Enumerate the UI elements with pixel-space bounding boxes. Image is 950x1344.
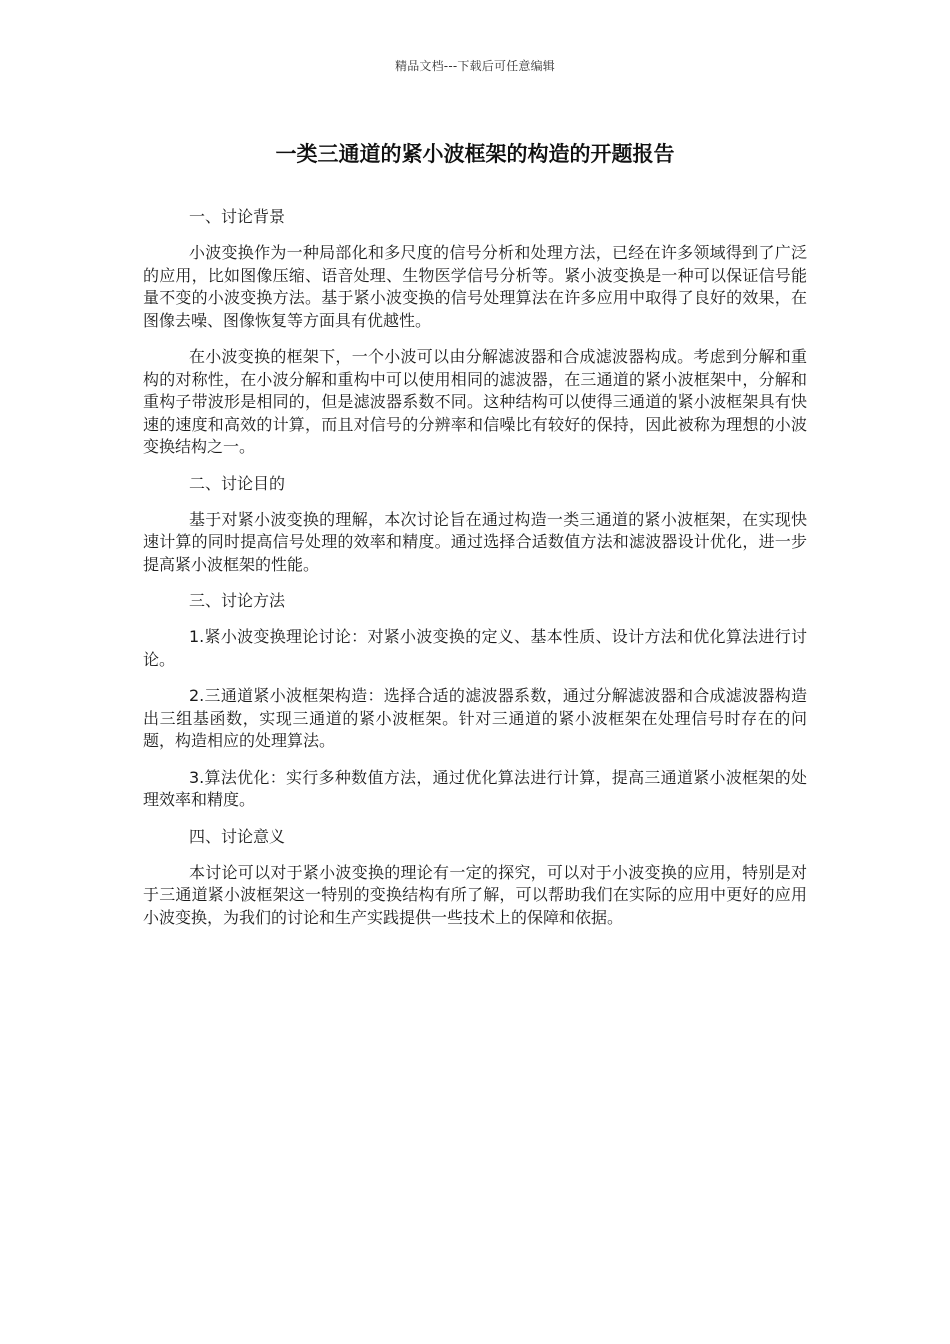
section-heading-purpose: 二、讨论目的 [189, 473, 286, 493]
section-heading-background: 一、讨论背景 [189, 207, 286, 226]
paragraph: 2.三通道紧小波框架构造：选择合适的滤波器系数，通过分解滤波器和合成滤波器构造出三组基函数，实现三通道的紧小波框架。针对三通道的紧小波框架在处理信号时存在的问题，构造相应的处理算法。 [143, 686, 807, 750]
header-note: 精品文档---下载后可任意编辑 [395, 59, 555, 73]
paragraph: 小波变换作为一种局部化和多尺度的信号分析和处理方法，已经在许多领域得到了广泛的应用，比如图像压缩、语音处理、生物医学信号分析等。紧小波变换是一种可以保证信号能量不变的小波变换方法。基于紧小波变换的信号处理算法在许多应用中取得了良好的效果，在图像去噪、图像恢复等方面具有优越性。 [143, 243, 807, 330]
paragraph: 基于对紧小波变换的理解，本次讨论旨在通过构造一类三通道的紧小波框架，在实现快速计算的同时提高信号处理的效率和精度。通过选择合适数值方法和滤波器设计优化，进一步提高紧小波框架的性能。 [143, 509, 807, 574]
paragraph: 在小波变换的框架下，一个小波可以由分解滤波器和合成滤波器构成。考虑到分解和重构的对称性，在小波分解和重构中可以使用相同的滤波器，在三通道的紧小波框架中，分解和重构子带波形是相同的，但是滤波器系数不同。这种结构可以使得三通道的紧小波框架具有快速的速度和高效的计算，而且对信号的分辨率和信噪比有较好的保持，因此被称为理想的小波变换结构之一。 [143, 347, 807, 456]
section-heading-method: 三、讨论方法 [189, 591, 286, 610]
paragraph: 1.紧小波变换理论讨论：对紧小波变换的定义、基本性质、设计方法和优化算法进行讨论。 [143, 627, 807, 669]
paragraph: 本讨论可以对于紧小波变换的理论有一定的探究，可以对于小波变换的应用，特别是对于三通道紧小波框架这一特别的变换结构有所了解，可以帮助我们在实际的应用中更好的应用小波变换，为我们的讨论和生产实践提供一些技术上的保障和依据。 [143, 862, 807, 927]
document-body [143, 206, 807, 943]
document-title: 一类三通道的紧小波框架的构造的开题报告 [275, 142, 675, 166]
section-heading-significance: 四、讨论意义 [189, 826, 286, 846]
paragraph: 3.算法优化：实行多种数值方法，通过优化算法进行计算，提高三通道紧小波框架的处理效率和精度。 [143, 767, 807, 809]
